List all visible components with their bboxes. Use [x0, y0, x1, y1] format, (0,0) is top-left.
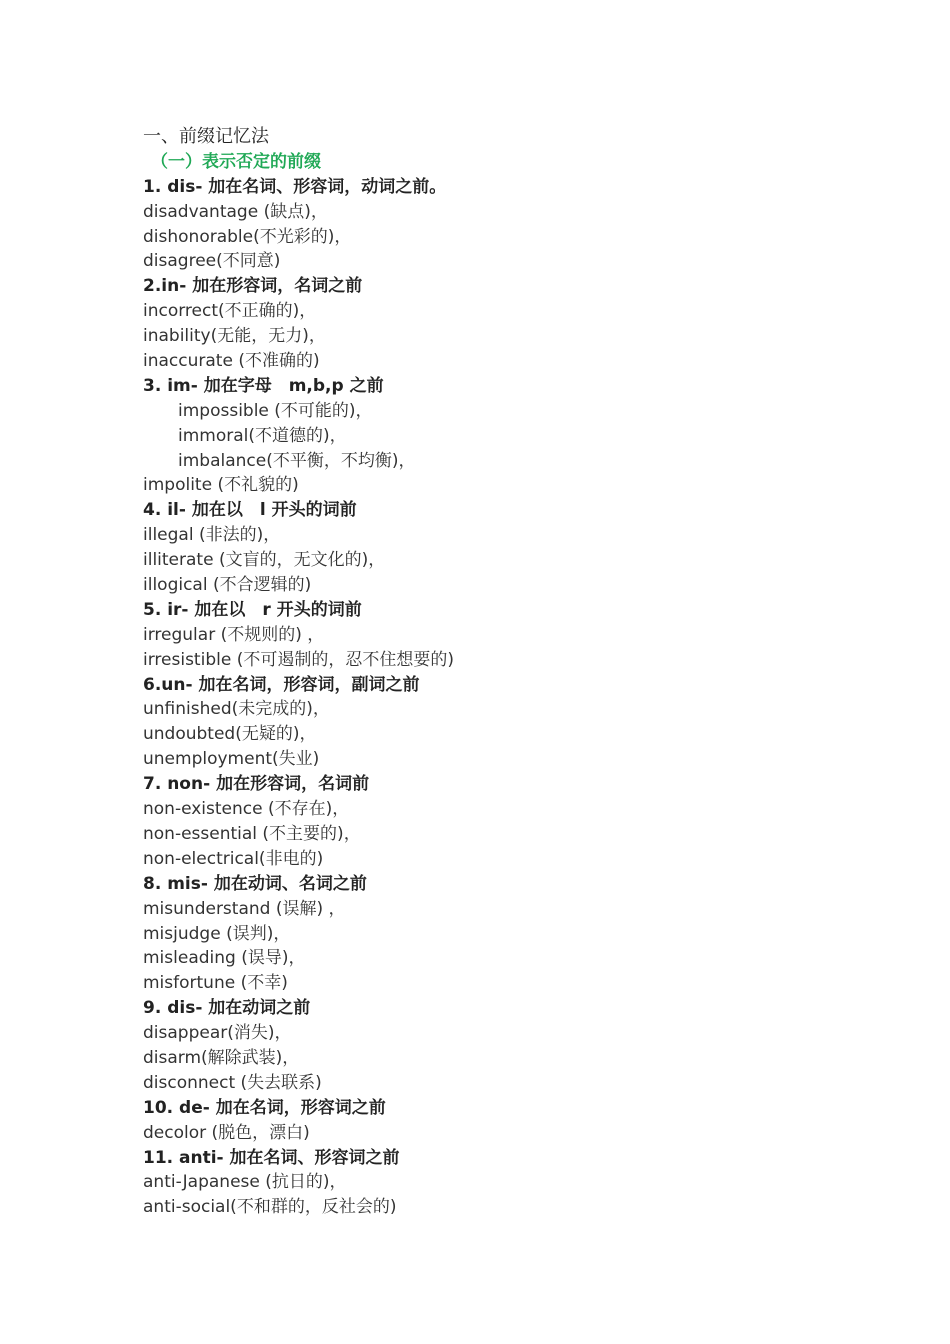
list-item: impolite (不礼貌的) [143, 475, 299, 496]
list-item: disarm(解除武装)， [143, 1047, 300, 1068]
prefix-heading-anti: 11. anti- 加在名词、形容词之前 [143, 1147, 400, 1168]
list-item: disconnect (失去联系) [143, 1072, 322, 1093]
list-item: anti-Japanese (抗日的)， [143, 1172, 347, 1193]
prefix-heading-il: 4. il- 加在以 l 开头的词前 [143, 500, 357, 521]
list-item: anti-social(不和群的，反社会的) [143, 1197, 397, 1218]
list-item: impossible (不可能的)， [178, 400, 373, 421]
prefix-heading-de: 10. de- 加在名词，形容词之前 [143, 1097, 386, 1118]
list-item: non-essential (不主要的)， [143, 823, 361, 844]
list-item: imbalance(不平衡，不均衡)， [178, 450, 416, 471]
list-item: misunderstand (误解) ， [143, 898, 346, 919]
list-item: dishonorable(不光彩的)， [143, 226, 352, 247]
prefix-heading-in: 2.in- 加在形容词，名词之前 [143, 276, 363, 297]
prefix-heading-dis: 1. dis- 加在名词、形容词，动词之前。 [143, 176, 447, 197]
prefix-heading-non: 7. non- 加在形容词，名词前 [143, 774, 370, 795]
prefix-heading-un: 6.un- 加在名词，形容词，副词之前 [143, 674, 420, 695]
list-item: disadvantage (缺点)， [143, 201, 328, 222]
list-item: inability(无能，无力)， [143, 326, 326, 347]
section-subtitle: （一）表示否定的前缀 [151, 151, 321, 172]
list-item: incorrect(不正确的)， [143, 301, 317, 322]
list-item: irregular (不规则的) ， [143, 624, 325, 645]
prefix-heading-ir: 5. ir- 加在以 r 开头的词前 [143, 599, 362, 620]
list-item: immoral(不道德的)， [178, 425, 347, 446]
list-item: disagree(不同意) [143, 251, 281, 272]
list-item: misjudge (误判)， [143, 923, 291, 944]
list-item: misleading (误导)， [143, 948, 306, 969]
prefix-heading-mis: 8. mis- 加在动词、名词之前 [143, 873, 367, 894]
list-item: undoubted(无疑的)， [143, 724, 317, 745]
list-item: illiterate (文盲的，无文化的)， [143, 550, 386, 571]
list-item: unemployment(失业) [143, 749, 320, 770]
list-item: decolor (脱色，漂白) [143, 1122, 310, 1143]
list-item: irresistible (不可遏制的，忍不住想要的) [143, 649, 454, 670]
list-item: disappear(消失)， [143, 1023, 292, 1044]
prefix-heading-dis-verb: 9. dis- 加在动词之前 [143, 998, 311, 1019]
list-item: inaccurate (不准确的) [143, 351, 320, 372]
list-item: illogical (不合逻辑的) [143, 575, 312, 596]
list-item: non-existence (不存在)， [143, 799, 350, 820]
list-item: unfinished(未完成的)， [143, 699, 330, 720]
document-title: 一、前缀记忆法 [143, 126, 269, 147]
prefix-heading-im: 3. im- 加在字母 m,b,p 之前 [143, 375, 384, 396]
list-item: non-electrical(非电的) [143, 848, 324, 869]
document-page [143, 125, 903, 1220]
list-item: misfortune (不幸) [143, 973, 288, 994]
list-item: illegal (非法的)， [143, 525, 281, 546]
